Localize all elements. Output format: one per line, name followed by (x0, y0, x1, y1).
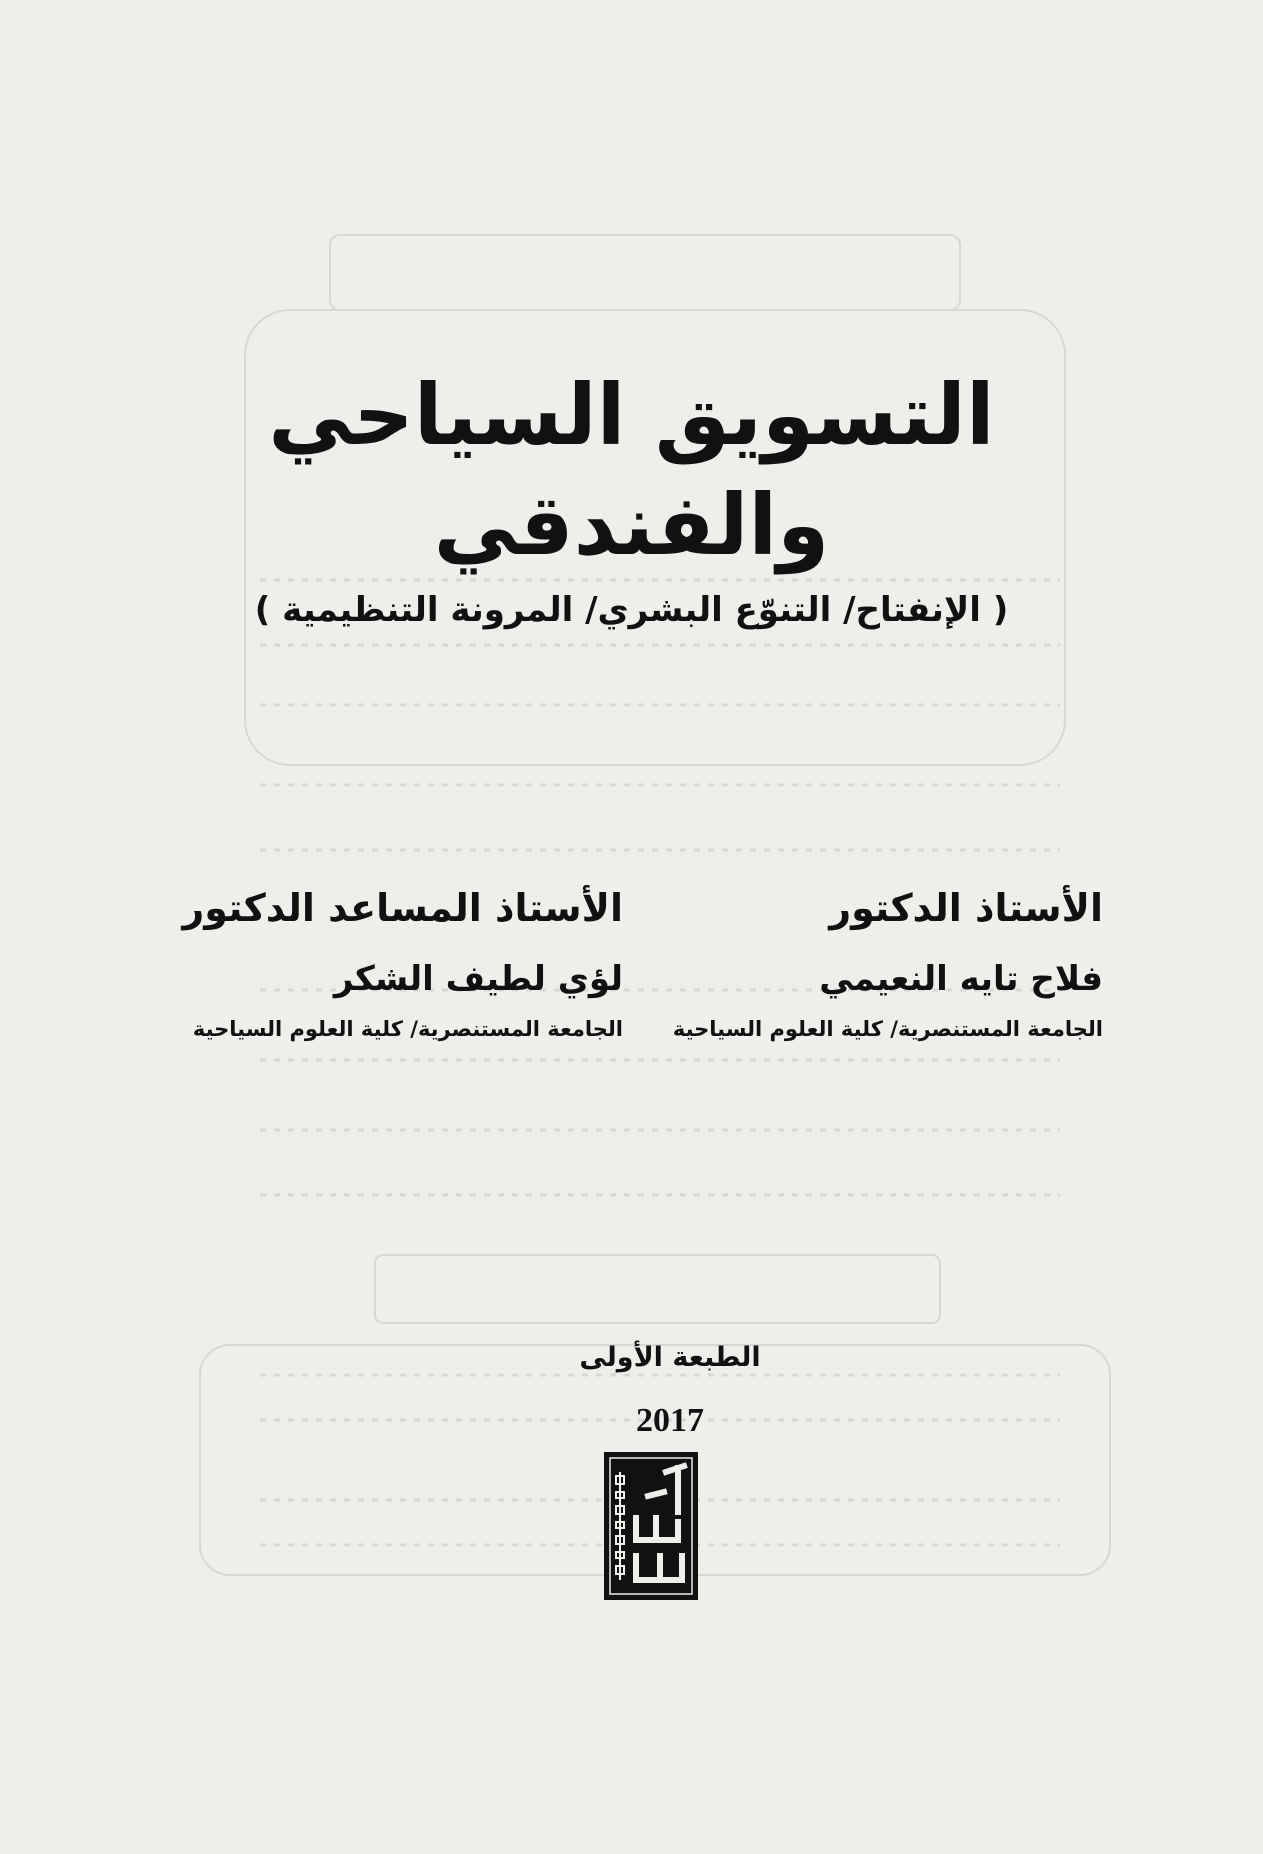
author-rank: الأستاذ المساعد الدكتور (182, 886, 623, 930)
author-secondary (153, 880, 623, 1046)
publisher-logo-icon (604, 1452, 698, 1600)
edition-label: الطبعة الأولى (579, 1342, 761, 1373)
author-name: فلاح تايه النعيمي (819, 959, 1103, 999)
author-affiliation: الجامعة المستنصرية/ كلية العلوم السياحية (672, 1017, 1103, 1041)
author-name: لؤي لطيف الشكر (333, 959, 623, 999)
author-primary (663, 880, 1103, 1046)
author-affiliation: الجامعة المستنصرية/ كلية العلوم السياحية (192, 1017, 623, 1041)
author-rank: الأستاذ الدكتور (829, 886, 1103, 930)
book-title: التسويق السياحي والفندقي (268, 366, 995, 574)
book-subtitle: ( الإنفتاح/ التنوّع البشري/ المرونة التنظيمية ) (254, 590, 1009, 630)
publication-year: 2017 (636, 1402, 704, 1439)
